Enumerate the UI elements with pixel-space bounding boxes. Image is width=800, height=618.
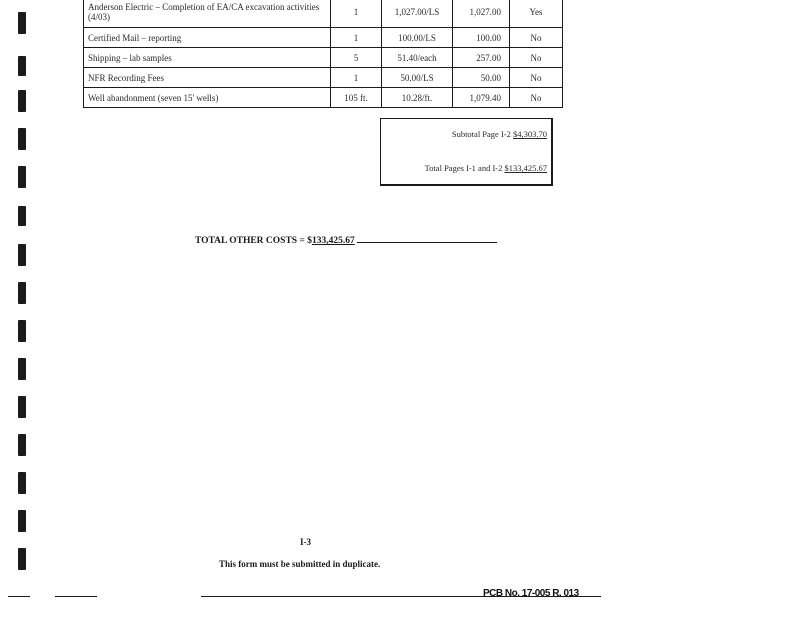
binder-mark <box>18 244 26 266</box>
binder-mark <box>18 434 26 456</box>
binder-mark <box>18 166 26 188</box>
binder-mark <box>18 510 26 532</box>
row-description: Certified Mail – reporting <box>84 28 331 48</box>
table-row <box>84 48 563 68</box>
row-flag: No <box>510 28 563 48</box>
subtotal-line <box>452 129 547 139</box>
binder-mark <box>18 358 26 380</box>
subtotal-box <box>380 118 553 186</box>
row-unit-price: 10.28/ft. <box>382 88 453 108</box>
binder-mark <box>18 282 26 304</box>
total-other-costs-value: 133,425.67 <box>312 236 355 246</box>
row-unit-price: 51.40/each <box>382 48 453 68</box>
row-quantity: 1 <box>331 28 382 48</box>
table-row <box>84 68 563 88</box>
binder-mark <box>18 56 26 76</box>
total-pages-label: Total Pages I-1 and I-2 <box>424 163 503 173</box>
row-total: 100.00 <box>453 28 510 48</box>
row-total: 1,079.40 <box>453 88 510 108</box>
row-quantity: 105 ft. <box>331 88 382 108</box>
binder-mark <box>18 90 26 112</box>
table-row <box>84 0 563 28</box>
total-pages-value: $133,425.67 <box>504 163 547 173</box>
row-description: Well abandonment (seven 15' wells) <box>84 88 331 108</box>
row-quantity: 1 <box>331 0 382 28</box>
subtotal-label: Subtotal Page I-2 <box>451 129 511 139</box>
row-description: NFR Recording Fees <box>84 68 331 88</box>
duplicate-notice: This form must be submitted in duplicate. <box>219 559 381 569</box>
binder-mark <box>18 12 26 34</box>
row-total: 50.00 <box>453 68 510 88</box>
row-description: Shipping – lab samples <box>84 48 331 68</box>
row-total: 1,027.00 <box>453 0 510 28</box>
row-quantity: 5 <box>331 48 382 68</box>
row-unit-price: 100.00/LS <box>382 28 453 48</box>
other-costs-table <box>83 0 563 108</box>
page-number: I-3 <box>300 537 311 547</box>
row-total: 257.00 <box>453 48 510 68</box>
binder-mark <box>18 206 26 226</box>
row-quantity: 1 <box>331 68 382 88</box>
row-flag: No <box>510 88 563 108</box>
binder-mark <box>18 548 26 570</box>
row-flag: Yes <box>510 0 563 28</box>
footer-rule-short <box>8 596 30 597</box>
total-other-costs <box>195 236 497 246</box>
row-flag: No <box>510 48 563 68</box>
row-description: Anderson Electric – Completion of EA/CA excavation activities (4/03) <box>84 0 331 28</box>
table-row <box>84 88 563 108</box>
case-number-stamp: PCB No. 17-005 R. 013 <box>483 588 579 599</box>
binder-mark <box>18 396 26 418</box>
subtotal-value: $4,303.70 <box>513 129 547 139</box>
table-row <box>84 28 563 48</box>
signature-line <box>357 242 497 243</box>
row-unit-price: 50.00/LS <box>382 68 453 88</box>
total-pages-line <box>425 163 547 173</box>
total-other-costs-label: TOTAL OTHER COSTS = $ <box>195 236 312 246</box>
binder-mark <box>18 320 26 342</box>
footer-rule-left <box>55 596 97 597</box>
binder-mark <box>18 472 26 494</box>
binder-mark <box>18 128 26 150</box>
row-unit-price: 1,027.00/LS <box>382 0 453 28</box>
row-flag: No <box>510 68 563 88</box>
